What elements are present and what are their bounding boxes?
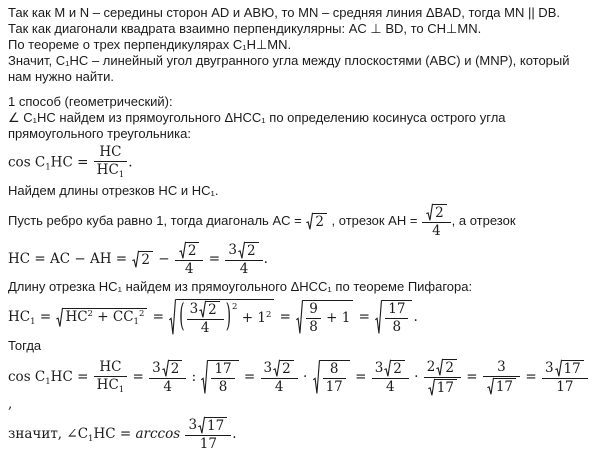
fraction — [422, 204, 451, 239]
math-text: HC = AC − AH = — [8, 250, 132, 267]
square-root — [426, 204, 447, 221]
square-root — [436, 359, 457, 376]
radical-sign-icon — [436, 359, 443, 376]
fraction — [225, 242, 262, 277]
math-text: 2 — [435, 204, 444, 221]
radical-sign-icon — [199, 301, 206, 318]
fraction — [306, 302, 321, 335]
radicand — [169, 360, 183, 377]
math-text: 8 — [218, 379, 228, 396]
math-text: HC — [99, 359, 122, 376]
fraction — [261, 360, 298, 395]
radical-sign-icon — [296, 300, 303, 335]
fraction — [385, 302, 408, 335]
paren-content — [186, 301, 225, 337]
radical-sign-icon — [273, 360, 280, 377]
math-text: значит, ∠C — [8, 425, 89, 442]
subscript: 1 — [30, 317, 36, 328]
numerator — [542, 360, 588, 378]
plain-text: , отрезок AH = — [327, 212, 422, 228]
radical-sign-icon — [198, 417, 205, 434]
formula-cos-definition — [8, 145, 592, 181]
left-paren: ( — [179, 298, 185, 336]
math-text: cos C — [8, 369, 46, 386]
math-text: 8 — [309, 319, 318, 336]
numerator — [422, 204, 451, 222]
math-text: 3 — [374, 360, 384, 377]
math-text: 17 — [214, 361, 232, 378]
math-text: HC = — [50, 154, 93, 171]
math-text: 4 — [385, 379, 395, 396]
radical-sign-icon — [375, 300, 382, 335]
superscript: 2 — [138, 308, 145, 319]
radical-sign-icon — [555, 360, 562, 377]
denominator — [94, 376, 128, 396]
math-text: : — [187, 369, 201, 386]
radicand — [208, 360, 238, 395]
math-text: HC = — [93, 425, 136, 442]
denominator — [372, 378, 409, 395]
fraction — [483, 360, 520, 395]
math-text: 4 — [274, 379, 284, 396]
square-root — [201, 360, 238, 395]
radical-sign-icon — [179, 242, 186, 259]
radicand — [433, 204, 447, 221]
radicand — [245, 242, 259, 259]
square-root — [179, 242, 200, 259]
method-heading: 1 способ (геометрический): — [8, 94, 173, 109]
radicand — [205, 417, 227, 434]
plain-text: , а отрезок — [451, 212, 516, 228]
fraction — [185, 417, 231, 452]
radical-sign-icon — [238, 242, 245, 259]
solution-line-8: Длину отрезка HC₁ найдем из прямоугольного ΔHCC₁ по теореме Пифагора: — [8, 279, 473, 295]
superscript: 2 — [232, 302, 238, 313]
solution-line-3: По теореме о трех перпендикулярах C₁H⊥MN. — [8, 37, 292, 52]
denominator — [424, 377, 461, 396]
math-text: 2 — [282, 361, 291, 378]
radical-sign-icon — [384, 360, 391, 377]
math-text: cos C — [8, 154, 46, 171]
fraction — [372, 360, 409, 395]
math-text: 17 — [436, 380, 454, 397]
math-text: 2 — [315, 213, 324, 230]
radical-sign-icon — [201, 360, 208, 395]
fraction — [94, 360, 128, 396]
math-text: 9 — [309, 301, 318, 318]
denominator — [94, 161, 128, 181]
math-text: 4 — [163, 379, 172, 396]
denominator — [385, 318, 408, 335]
math-text: 2 — [445, 360, 454, 377]
numerator — [306, 302, 321, 318]
subscript: 1 — [118, 385, 125, 396]
math-text: 3 — [228, 241, 237, 258]
math-text: = — [204, 250, 225, 267]
subscript: 1 — [45, 162, 51, 173]
math-text: 4 — [184, 260, 194, 277]
solution-line-1: Так как M и N – середины сторон AD и АВЮ, то MN – средняя линия ΔBAD, тогда MN || DB. — [8, 5, 560, 20]
denominator — [175, 260, 204, 277]
math-text: 4 — [432, 222, 441, 239]
math-text: 2 — [187, 242, 197, 259]
square-root — [132, 251, 153, 268]
numerator — [385, 302, 408, 318]
fraction — [211, 362, 234, 395]
radicand — [320, 360, 350, 395]
formula-edge-lengths — [8, 204, 592, 239]
radicand — [382, 300, 412, 335]
square-root — [238, 242, 259, 259]
radical-sign-icon — [169, 299, 176, 336]
formula-hc1-pythagoras — [8, 299, 592, 336]
numerator — [149, 360, 186, 378]
numerator — [94, 360, 128, 376]
math-text: = — [354, 309, 375, 326]
square-root — [199, 301, 220, 318]
numerator — [94, 145, 128, 161]
fraction — [323, 362, 346, 395]
fraction — [94, 145, 128, 181]
math-text: + 1 — [237, 310, 266, 327]
subscript: 1 — [118, 170, 125, 181]
math-text: 2 — [393, 361, 402, 378]
math-text: HC — [96, 377, 119, 394]
math-text: = — [128, 369, 149, 386]
math-text: = — [350, 369, 371, 386]
math-text: − — [153, 250, 174, 267]
math-text: 3 — [263, 360, 273, 377]
denominator — [483, 376, 520, 395]
radicand — [176, 299, 274, 336]
math-text: 2 — [170, 361, 180, 378]
math-text: . — [232, 425, 237, 442]
denominator — [185, 435, 231, 452]
numerator — [185, 417, 231, 435]
superscript: 2 — [87, 308, 93, 319]
math-text: 3 — [188, 416, 198, 433]
denominator — [422, 222, 451, 239]
radicand — [494, 378, 516, 395]
denominator — [261, 378, 298, 395]
math-text — [180, 426, 184, 442]
square-root — [313, 360, 350, 395]
denominator — [542, 378, 588, 395]
radicand — [280, 360, 294, 377]
math-text: 17 — [207, 417, 225, 434]
numerator — [175, 242, 204, 260]
denominator — [149, 378, 186, 395]
radicand — [63, 308, 147, 328]
denominator — [187, 319, 224, 336]
numerator — [187, 301, 224, 319]
math-text: HC — [99, 144, 122, 160]
math-text: 8 — [392, 319, 402, 336]
math-text: 17 — [388, 301, 406, 318]
square-root — [306, 213, 327, 230]
math-text: 3 — [189, 301, 199, 318]
solution-line-9: Тогда — [8, 338, 42, 354]
subscript: 1 — [45, 377, 51, 388]
math-text: 3 — [152, 360, 161, 377]
radicand — [313, 213, 327, 230]
radical-sign-icon — [306, 213, 313, 230]
square-root — [198, 417, 227, 434]
math-text: · — [298, 369, 312, 386]
math-text: 2 — [141, 251, 150, 268]
math-text: 2 — [426, 359, 436, 376]
square-root — [162, 360, 183, 377]
square-root — [487, 378, 516, 395]
radical-sign-icon — [313, 360, 320, 395]
math-text: = — [521, 369, 541, 386]
math-text: . — [413, 309, 418, 326]
square-root — [375, 300, 412, 335]
numerator — [225, 242, 262, 260]
math-text: 4 — [239, 260, 249, 277]
radical-sign-icon — [487, 378, 494, 395]
math-text: = — [148, 309, 169, 326]
square-root — [56, 308, 147, 328]
math-text: 17 — [495, 379, 514, 396]
numerator — [323, 362, 346, 378]
radicand — [139, 251, 153, 268]
solution-line-6: ∠ C₁HC найдем из прямоугольного ΔHCC₁ по определению косинуса острого угла прямоугольного треугольника: — [8, 110, 506, 141]
math-text: = — [35, 309, 56, 326]
math-text: , — [8, 395, 13, 412]
square-root — [169, 299, 274, 336]
radicand — [391, 360, 405, 377]
radicand — [435, 379, 457, 396]
solution-line-4: Значит, C₁HC – линейный угол двугранного угла между плоскостями (ABC) и (MNP), который нам нужно найти. — [8, 53, 570, 84]
denominator — [323, 378, 346, 395]
fraction — [149, 360, 186, 395]
math-text: . — [128, 154, 133, 171]
radical-sign-icon — [56, 308, 63, 328]
radical-sign-icon — [132, 251, 139, 268]
math-text: = — [461, 369, 482, 386]
radicand — [206, 301, 220, 318]
math-text: · — [409, 369, 423, 386]
numerator — [372, 360, 409, 378]
solution-line-7: Найдем длины отрезков HC и HC₁. — [8, 182, 219, 198]
radicand — [562, 360, 584, 377]
math-text: 17 — [556, 379, 574, 396]
plain-text: Пусть ребро куба равно 1, тогда диагональ AC = — [8, 212, 306, 228]
radicand — [186, 242, 200, 259]
math-text: 2 — [246, 242, 256, 259]
denominator — [211, 378, 234, 395]
math-text: HC — [65, 308, 88, 325]
math-text: HC — [8, 309, 31, 326]
square-root — [296, 300, 353, 335]
math-text: HC — [96, 162, 119, 179]
square-root — [384, 360, 405, 377]
fraction — [424, 359, 461, 396]
fraction — [187, 301, 224, 336]
formula-hc — [8, 242, 592, 277]
numerator — [211, 362, 234, 378]
math-text: + CC — [92, 308, 134, 325]
numerator — [424, 359, 461, 377]
denominator — [306, 318, 321, 335]
math-text: = — [275, 309, 296, 326]
fraction — [175, 242, 204, 277]
solution-line-2: Так как диагонали квадрата взаимно перпендикулярны: AC ⊥ BD, то CH⊥MN. — [8, 21, 482, 36]
square-root — [555, 360, 584, 377]
radicand — [303, 300, 353, 335]
radical-sign-icon — [162, 360, 169, 377]
radicand — [443, 359, 457, 376]
math-function-name: arccos — [135, 425, 181, 442]
subscript: 1 — [88, 433, 94, 444]
math-text: 8 — [329, 361, 339, 378]
square-root — [428, 379, 457, 396]
math-text: = — [239, 369, 260, 386]
paren-group — [178, 298, 232, 337]
math-text: 17 — [325, 379, 343, 396]
math-text: 3 — [497, 359, 506, 376]
square-root — [273, 360, 294, 377]
superscript: 2 — [265, 310, 272, 321]
denominator — [225, 260, 262, 277]
math-text: + 1 — [321, 310, 351, 327]
math-text: 4 — [200, 320, 210, 337]
math-text: 17 — [199, 435, 217, 452]
math-text: HC = — [50, 369, 93, 386]
math-text: 2 — [208, 302, 217, 319]
radical-sign-icon — [428, 379, 435, 396]
math-text: . — [263, 250, 268, 267]
numerator — [261, 360, 298, 378]
math-text: 17 — [563, 361, 581, 378]
math-text: 3 — [544, 360, 554, 377]
right-paren: ) — [225, 298, 232, 336]
radical-sign-icon — [426, 204, 433, 221]
numerator — [483, 360, 520, 376]
fraction — [542, 360, 588, 395]
subscript: 1 — [133, 316, 139, 327]
formula-cos-calculation — [8, 359, 592, 411]
formula-answer — [8, 417, 592, 452]
